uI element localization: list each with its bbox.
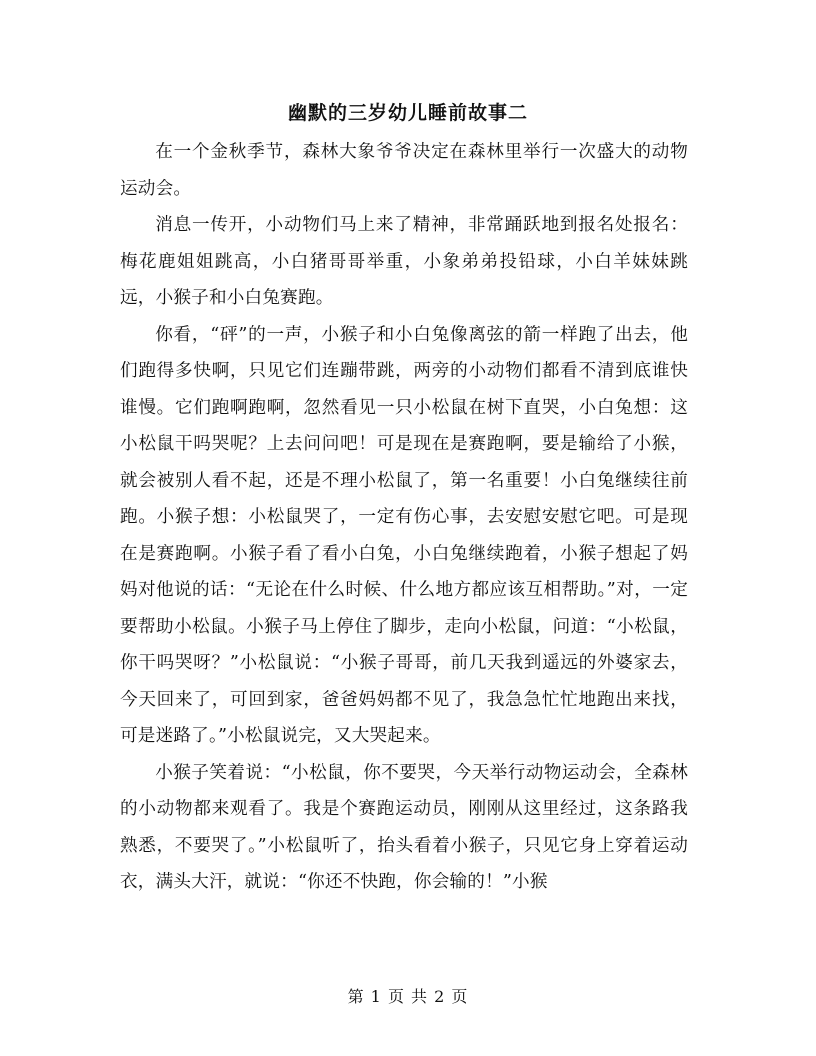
paragraph: 小猴子笑着说：“小松鼠，你不要哭，今天举行动物运动会，全森林的小动物都来观看了。我是个赛跑运动员，刚刚从这里经过，这条路我熟悉，不要哭了。”小松鼠听了，抬头看着小猴子，只见它身上穿着运动衣，满头大汗，就说：“你还不快跑，你会输的！”小猴	[120, 762, 688, 892]
document-body	[120, 134, 688, 901]
paragraph: 消息一传开，小动物们马上来了精神，非常踊跃地到报名处报名：梅花鹿姐姐跳高，小白猪哥哥举重，小象弟弟投铅球，小白羊妹妹跳远，小猴子和小白兔赛跑。	[120, 215, 688, 308]
document-title: 幽默的三岁幼儿睡前故事二	[287, 102, 528, 124]
paragraph: 你看，“砰”的一声，小猴子和小白兔像离弦的箭一样跑了出去，他们跑得多快啊，只见它们连蹦带跳，两旁的小动物们都看不清到底谁快谁慢。它们跑啊跑啊，忽然看见一只小松鼠在树下直哭，小白兔想：这小松鼠干吗哭呢？上去问问吧！可是现在是赛跑啊，要是输给了小猴，就会被别人看不起，还是不理小松鼠了，第一名重要！小白兔继续往前跑。小猴子想：小松鼠哭了，一定有伤心事，去安慰安慰它吧。可是现在是赛跑啊。小猴子看了看小白兔，小白兔继续跑着，小猴子想起了妈妈对他说的话：“无论在什么时候、什么地方都应该互相帮助。”对，一定要帮助小松鼠。小猴子马上停住了脚步，走向小松鼠，问道：“小松鼠，你干吗哭呀？”小松鼠说：“小猴子哥哥，前几天我到遥远的外婆家去，今天回来了，可回到家，爸爸妈妈都不见了，我急急忙忙地跑出来找，可是迷路了。”小松鼠说完，又大哭起来。	[120, 324, 688, 746]
page-footer: 第 1 页 共 2 页	[347, 987, 469, 1006]
paragraph: 在一个金秋季节，森林大象爷爷决定在森林里举行一次盛大的动物运动会。	[120, 142, 688, 199]
